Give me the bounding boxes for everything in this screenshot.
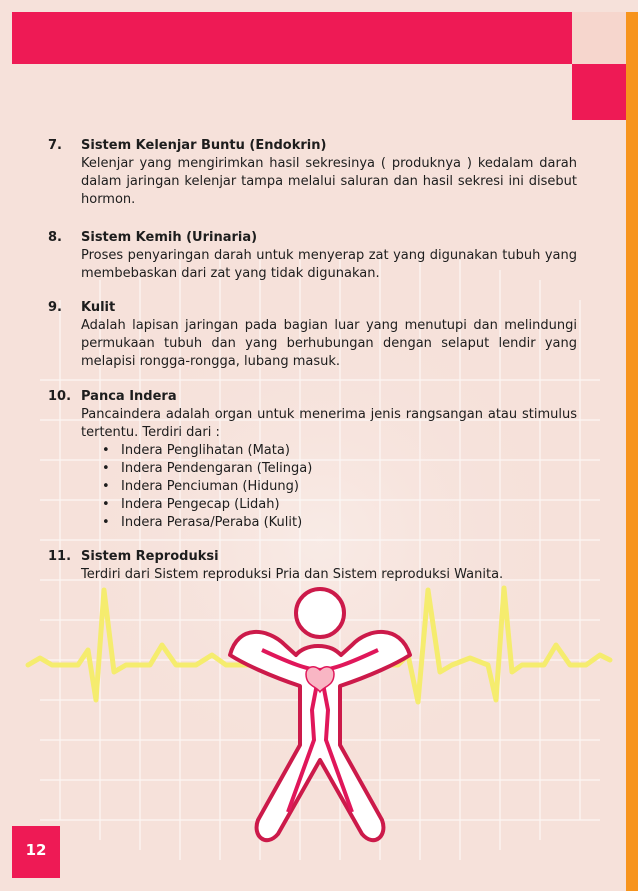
section-text: Pancaindera adalah organ untuk menerima jenis rangsangan atau stimulus tertentu. Terdiri dari : bbox=[81, 407, 577, 440]
section-number: 7. bbox=[48, 138, 62, 153]
section-text: Proses penyaringan darah untuk menyerap zat yang digunakan tubuh yang membebaskan dari zat yang tidak digunakan. bbox=[81, 248, 577, 281]
list-item: • Indera Perasa/Peraba (Kulit) bbox=[102, 515, 303, 530]
section-title: Panca Indera bbox=[81, 389, 177, 404]
list-item: • Indera Pendengaran (Telinga) bbox=[102, 461, 313, 476]
bullet-icon: • bbox=[102, 479, 110, 494]
section-title: Kulit bbox=[81, 300, 116, 315]
section-text: Terdiri dari Sistem reproduksi Pria dan Sistem reproduksi Wanita. bbox=[81, 567, 504, 582]
section-text: Adalah lapisan jaringan pada bagian luar yang menutupi dan melindungi permukaan tubuh dan yang berhubungan dengan selaput lendir yang melapisi rongga-rongga, lubang masuk. bbox=[81, 318, 577, 369]
section-title: Sistem Kemih (Urinaria) bbox=[81, 230, 258, 245]
section-text: Kelenjar yang mengirimkan hasil sekresinya ( produknya ) kedalam darah dalam jaringan kelenjar tampa melalui saluran dan hasil sekresi ini disebut hormon. bbox=[81, 156, 577, 207]
section-title: Sistem Reproduksi bbox=[81, 549, 219, 564]
section-number: 11. bbox=[48, 549, 72, 564]
bullet-icon: • bbox=[102, 461, 110, 476]
list-item: • Indera Penglihatan (Mata) bbox=[102, 443, 290, 458]
section-number: 9. bbox=[48, 300, 62, 315]
sense-organs-list bbox=[81, 442, 577, 532]
bullet-icon: • bbox=[102, 515, 110, 530]
list-item: • Indera Pengecap (Lidah) bbox=[102, 497, 280, 512]
bullet-icon: • bbox=[102, 497, 110, 512]
list-item: • Indera Penciuman (Hidung) bbox=[102, 479, 299, 494]
section-number: 8. bbox=[48, 230, 62, 245]
section-title: Sistem Kelenjar Buntu (Endokrin) bbox=[81, 138, 327, 153]
page-number: 12 bbox=[25, 841, 47, 859]
bullet-icon: • bbox=[102, 443, 110, 458]
section-number: 10. bbox=[48, 389, 72, 404]
